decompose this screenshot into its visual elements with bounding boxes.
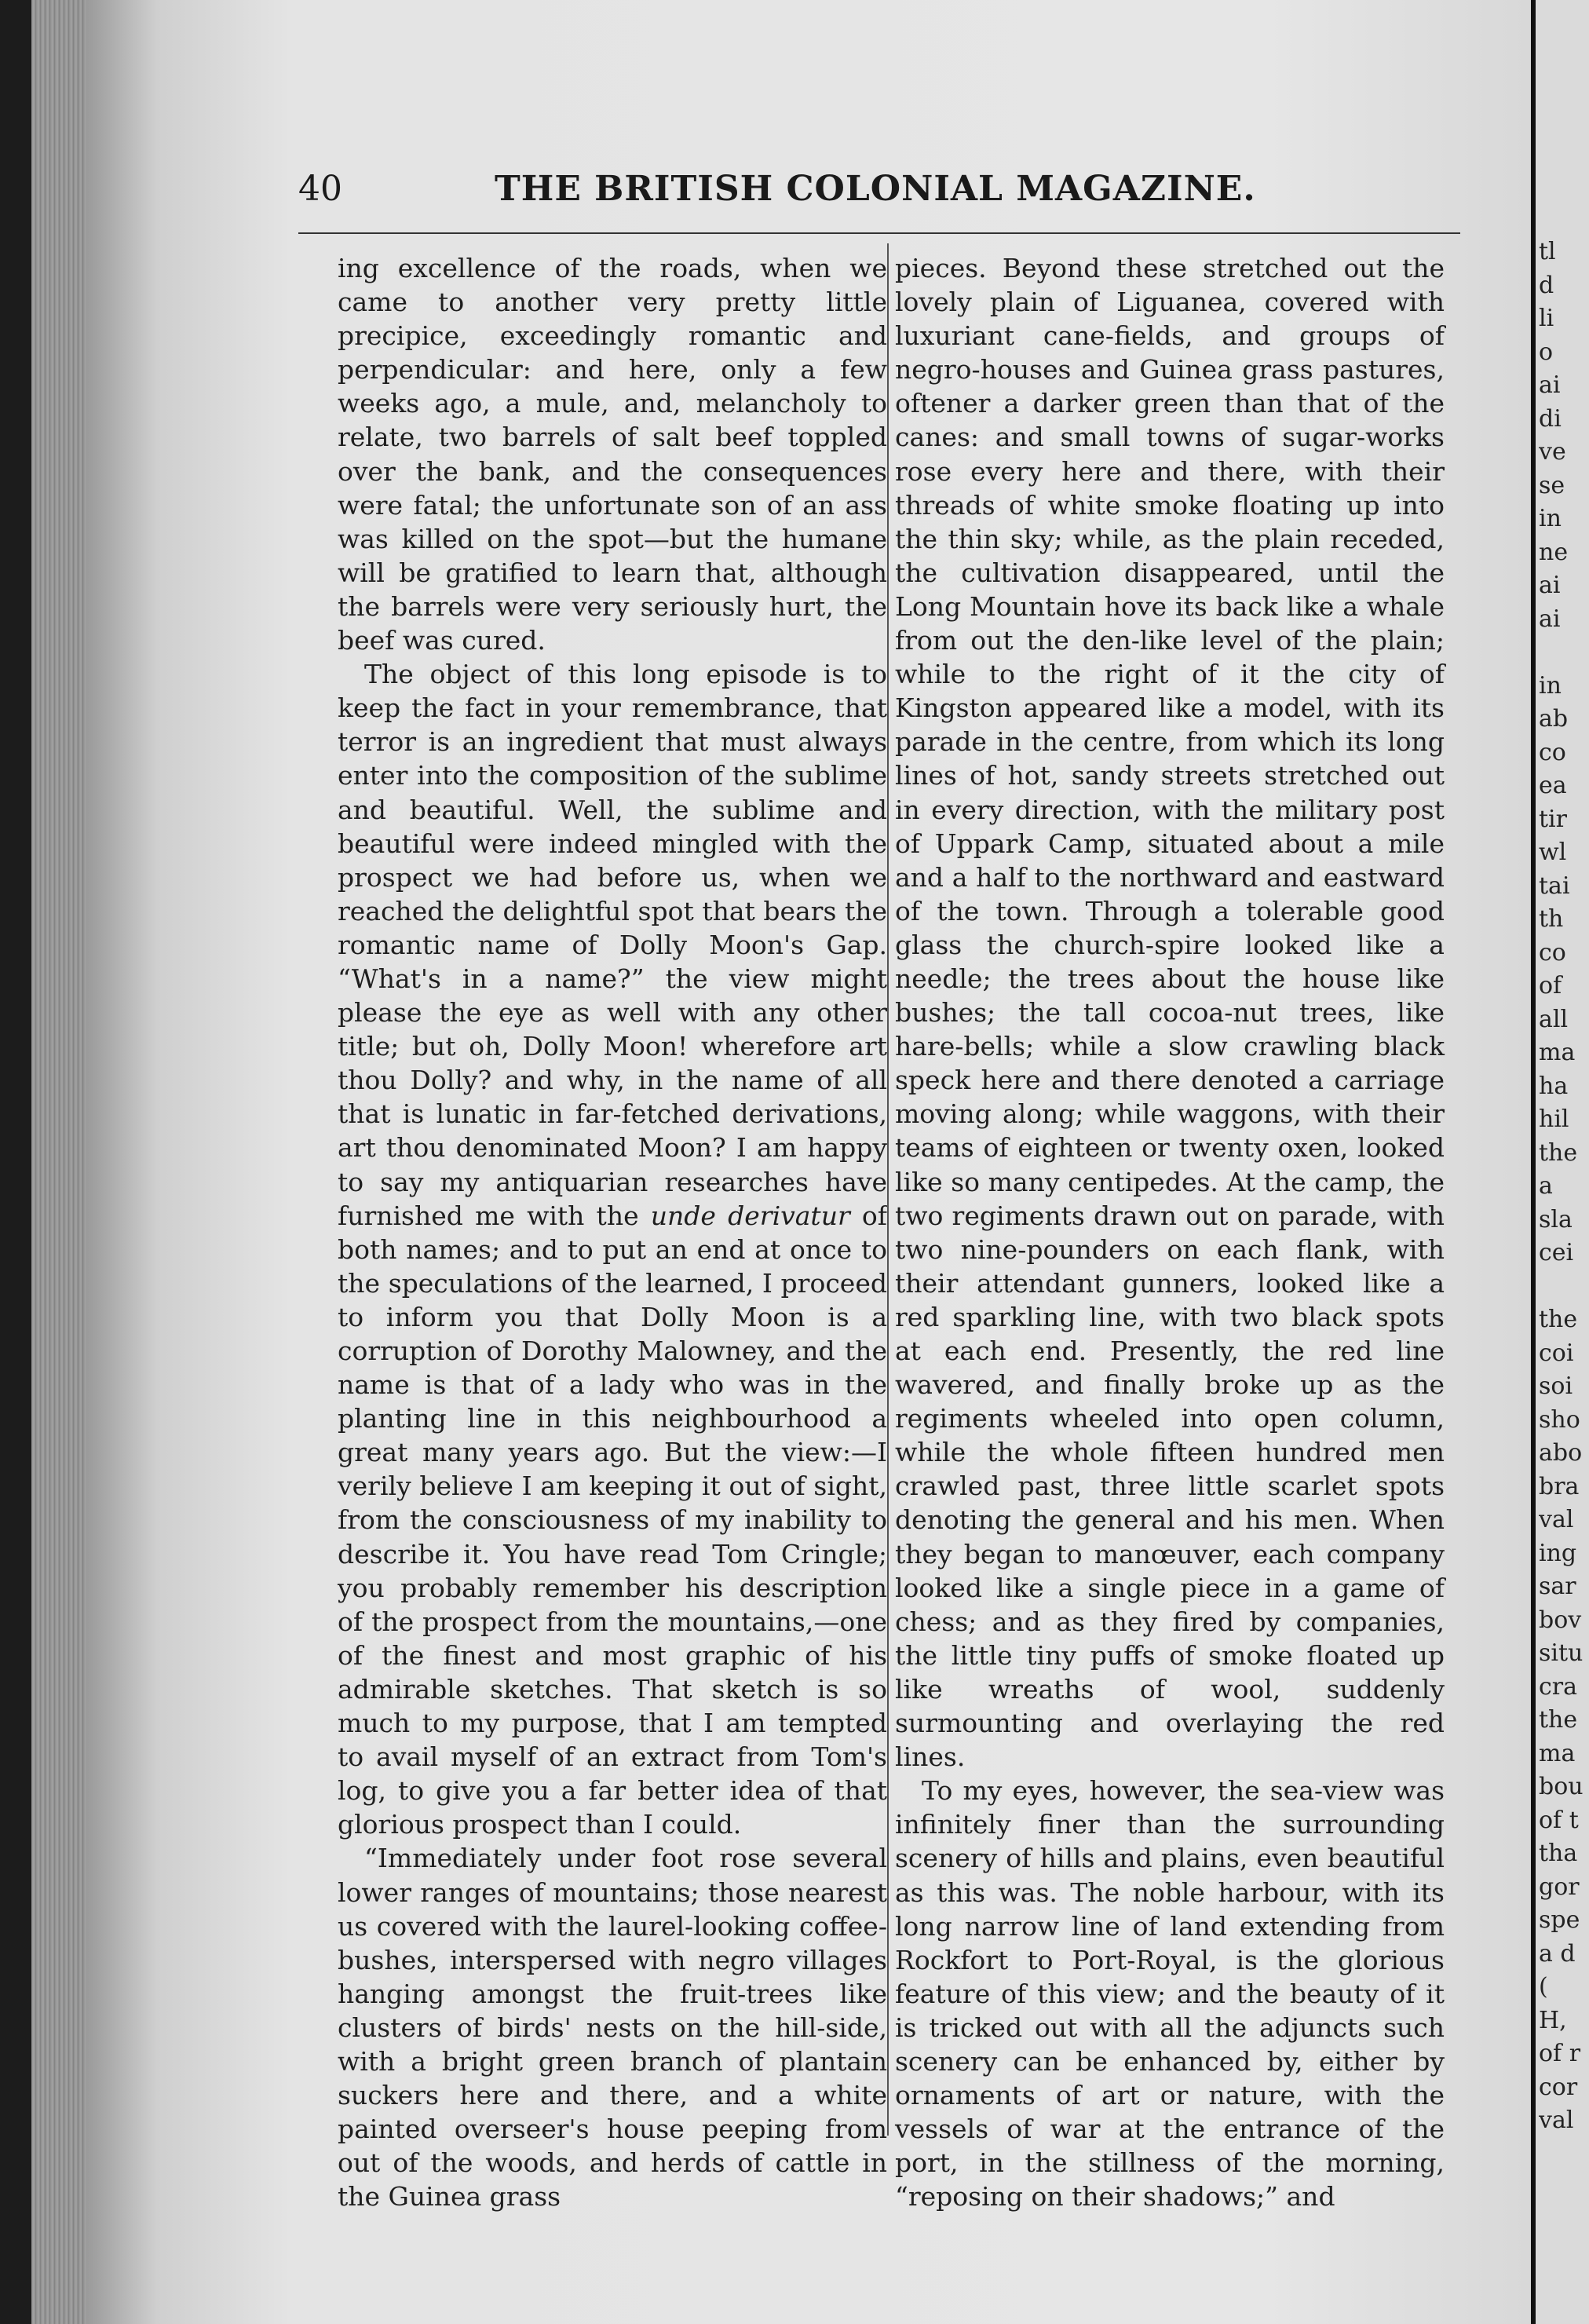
- margin-fragment: the: [1539, 1306, 1578, 1333]
- margin-fragment: of: [1539, 972, 1562, 999]
- margin-fragment: di: [1539, 404, 1562, 433]
- margin-fragment: bou: [1539, 1773, 1584, 1800]
- paragraph-text: The object of this long episode is to keep the fact in your remembrance, that terror is an ingredient that must always enter into the composition of the sublime and beautiful. Well, the sublime and beautiful were indeed mingled with the prospect we had before us, when we reached the delightful spot that bears the romantic name of Dolly Moon's Gap. “What's in a name?” the view might please the eye as well with any other title; but oh, Dolly Moon! wherefore art thou Dolly? and why, in the name of all that is lunatic in far-fetched derivations, art thou denominated Moon? I am happy to say my antiquarian researches have furnished me with the: [338, 659, 887, 1231]
- paragraph: ing excellence of the roads, when we came to another very pretty little precipice, exceedingly romantic and perpendicular: and here, only a few weeks ago, a mule, and, melancholy to relate, two barrels of salt beef toppled over the bank, and the consequences were fatal; the unfortunate son of an ass was killed on the spot—but the humane will be gratified to learn that, although the barrels were very seriously hurt, the beef was cured.: [338, 253, 887, 656]
- margin-fragment: ai: [1539, 371, 1561, 399]
- margin-fragment: cei: [1539, 1239, 1574, 1266]
- page-header: [298, 169, 1460, 216]
- margin-fragment: ha: [1539, 1072, 1569, 1100]
- margin-fragment: the: [1539, 1706, 1578, 1734]
- margin-fragment: abo: [1539, 1439, 1583, 1467]
- margin-fragment: hil: [1539, 1105, 1569, 1133]
- margin-fragment: se: [1539, 471, 1565, 499]
- margin-fragment: spe: [1539, 1906, 1580, 1934]
- margin-fragment: ma: [1539, 1739, 1576, 1767]
- margin-fragment: ne: [1539, 538, 1569, 566]
- margin-fragment: sar: [1539, 1573, 1576, 1600]
- margin-fragment: cra: [1539, 1672, 1578, 1701]
- margin-fragment: ve: [1539, 438, 1566, 466]
- margin-fragment: sla: [1539, 1205, 1573, 1233]
- margin-fragment: soi: [1539, 1372, 1573, 1400]
- margin-fragment: gor: [1539, 1873, 1580, 1901]
- margin-fragment: wl: [1539, 839, 1567, 866]
- margin-fragment: H,: [1539, 2006, 1567, 2034]
- margin-fragment: tha: [1539, 1840, 1578, 1867]
- margin-fragment: co: [1539, 738, 1566, 766]
- paragraph-text: of both names; and to put an end at once to the speculations of the learned, I proceed to inform you that Dolly Moon is a corruption of Dorothy Malowney, and the name is that of a lady who was in the planting line in this neighbourhood a great many years ago. But the view:—I verily believe I am keeping it out of sight, from the consciousness of my inability to describe it. You have read Tom Cringle; you probably remember his description of the prospect from the mountains,—one of the finest and most graphic of his admirable sketches. That sketch is so much to my purpose, that I am tempted to avail myself of an extract from Tom's log, to give you a far better idea of that glorious prospect than I could.: [338, 1200, 887, 1840]
- paragraph: To my eyes, however, the sea-view was infinitely finer than the surrounding scenery of hills and plains, even beautiful as this was. The noble harbour, with its long narrow line of land extending from Rockfort to Port-Royal, is the glorious feature of this view; and the beauty of it is tricked out with all the adjuncts such scenery can be enhanced by, either by ornaments of art or nature, with the vessels of war at the entrance of the port, in the stillness of the morning, “reposing on their shadows;” and: [895, 1775, 1445, 2213]
- margin-fragment: in: [1539, 505, 1562, 532]
- header-rule: [298, 232, 1460, 234]
- margin-fragment: ai: [1539, 572, 1561, 599]
- adjacent-page-text: [1539, 236, 1589, 2198]
- margin-fragment: th: [1539, 905, 1564, 933]
- running-title: THE BRITISH COLONIAL MAGAZINE.: [495, 169, 1256, 209]
- margin-fragment: [1539, 636, 1589, 670]
- quoted-paragraph: “Immediately under foot rose several lower ranges of mountains; those nearest us covered with the laurel-looking coffee-bushes, interspersed with negro villages hanging amongst the fruit-trees like clusters of birds' nests on the hill-side, with a bright green branch of plantain suckers here and there, and a white painted overseer's house peeping from out of the woods, and herds of cattle in the Guinea grass: [338, 1843, 887, 2213]
- margin-fragment: tai: [1539, 872, 1570, 900]
- italic-phrase: unde derivatur: [650, 1200, 850, 1231]
- margin-fragment: [1539, 1270, 1589, 1304]
- margin-fragment: ing: [1539, 1539, 1577, 1567]
- margin-fragment: a d: [1539, 1939, 1576, 1968]
- margin-fragment: coi: [1539, 1339, 1574, 1367]
- margin-fragment: a: [1539, 1172, 1553, 1200]
- margin-fragment: of r: [1539, 2040, 1581, 2067]
- margin-fragment: (: [1539, 1973, 1548, 2001]
- text-column-left: [338, 251, 887, 2213]
- margin-fragment: of t: [1539, 1806, 1579, 1834]
- margin-fragment: tl: [1539, 238, 1556, 265]
- margin-fragment: val: [1539, 2107, 1574, 2134]
- margin-fragment: cor: [1539, 2073, 1578, 2101]
- column-divider: [887, 243, 889, 2136]
- margin-fragment: situ: [1539, 1639, 1584, 1667]
- margin-fragment: val: [1539, 1506, 1574, 1533]
- margin-fragment: the: [1539, 1138, 1578, 1167]
- margin-fragment: bov: [1539, 1606, 1582, 1634]
- margin-fragment: all: [1539, 1005, 1569, 1033]
- margin-fragment: ea: [1539, 772, 1567, 799]
- margin-fragment: in: [1539, 671, 1562, 700]
- page-number: 40: [298, 169, 342, 209]
- margin-fragment: ai: [1539, 605, 1561, 633]
- paragraph: [338, 657, 887, 1841]
- margin-fragment: ab: [1539, 705, 1569, 733]
- margin-fragment: co: [1539, 938, 1566, 967]
- margin-fragment: tir: [1539, 805, 1567, 833]
- margin-fragment: sho: [1539, 1405, 1580, 1434]
- margin-fragment: ma: [1539, 1039, 1576, 1066]
- text-column-right: [895, 251, 1445, 2213]
- paragraph: pieces. Beyond these stretched out the lovely plain of Liguanea, covered with luxuriant cane-fields, and groups of negro-houses and Guinea grass pastures, oftener a darker green than that of the canes: and small towns of sugar-works rose every here and there, with their threads of white smoke floating up into the thin sky; while, as the plain receded, the cultivation disappeared, until the Long Mountain hove its back like a whale from out the den-like level of the plain; while to the right of it the city of Kingston appeared like a model, with its parade in the centre, from which its long lines of hot, sandy streets stretched out in every direction, with the military post of Uppark Camp, situated about a mile and a half to the northward and eastward of the town. Through a tolerable good glass the church-spire looked like a needle; the trees about the house like bushes; the tall cocoa-nut trees, like hare-bells; while a slow crawling black speck here and there denoted a carriage moving along; while waggons, with their teams of eighteen or twenty oxen, looked like so many centipedes. At the camp, the two regiments drawn out on parade, with two nine-pounders on each flank, with their attendant gunners, looked like a red sparkling line, with two black spots at each end. Presently, the red line wavered, and finally broke up as the regiments wheeled into open column, while the whole fifteen hundred men crawled past, three little scarlet spots denoting the general and his men. When they began to manœuver, each company looked like a single piece in a game of chess; and as they fired by companies, the little tiny puffs of smoke floated up like wreaths of wool, suddenly surmounting and overlaying the red lines.: [895, 253, 1445, 1773]
- margin-fragment: li: [1539, 305, 1554, 332]
- margin-fragment: o: [1539, 338, 1554, 366]
- margin-fragment: d: [1539, 271, 1554, 299]
- margin-fragment: bra: [1539, 1472, 1580, 1500]
